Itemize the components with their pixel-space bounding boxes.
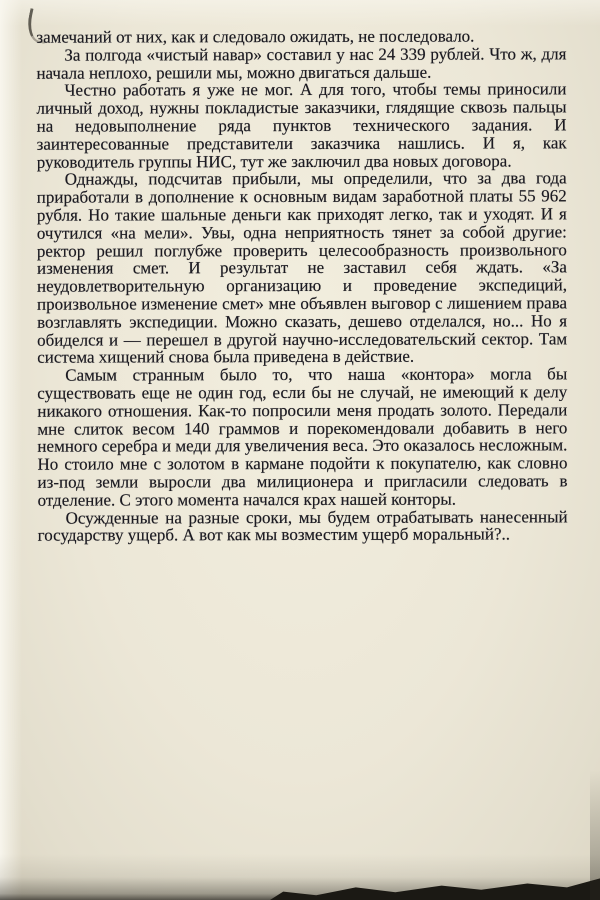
paragraph: Однажды, подсчитав прибыли, мы определили, что за два года приработали в дополнение к основным видам заработной платы 55 962 рубля. Но такие шальные деньги как приходят легко, так и уходят. И я очутился «на мели». Увы, одна неприятность тянет за собой другие: ректор решил поглубже проверить целесообразность произвольного изменения смет. И результат не заставил себя ждать. «За неудовлетворительную организацию и проведение экспедиций, произвольное изменение смет» мне объявлен выговор с лишением права возглавлять экспедиции. Можно сказать, дешево отделался, но... Но я обиделся и — перешел в другой научно-исследовательский сектор. Там система хищений снова была приведена в действие. <box>36 168 568 368</box>
page-text <box>36 27 567 544</box>
paragraph: Самым странным было то, что наша «контора» могла бы существовать еще не один год, если бы не случай, не имеющий к делу никакого отношения. Как-то попросили меня продать золото. Передали мне слиток весом 140 граммов и порекомендовали добавить в него немного серебра и меди для увеличения веса. Это оказалось несложным. Но стоило мне с золотом в кармане подойти к покупателю, как словно из-под земли выросли два милиционера и пригласили следовать в отделение. С этого момента начался крах нашей конторы. <box>37 364 568 510</box>
paragraph: Осужденные на разные сроки, мы будем отрабатывать нанесенный государству ущерб. А вот как мы возместим ущерб моральный?.. <box>37 506 568 546</box>
paragraph: За полгода «чистый навар» составил у нас 24 339 рублей. Что ж, для начала неплохо, решили мы, можно двигаться дальше. <box>36 44 567 83</box>
paragraph: Честно работать я уже не мог. А для того, чтобы темы приносили личный доход, нужны покладистые заказчики, глядящие сквозь пальцы на недовыполнение ряда пунктов технического задания. И заинтересованные представители заказчика нашлись. И я, как руководитель группы НИС, тут же заключил два новых договора. <box>36 79 567 172</box>
paragraph: замечаний от них, как и следовало ожидать, не последовало. <box>36 26 475 47</box>
scan-shadow-right-edge <box>590 770 600 900</box>
